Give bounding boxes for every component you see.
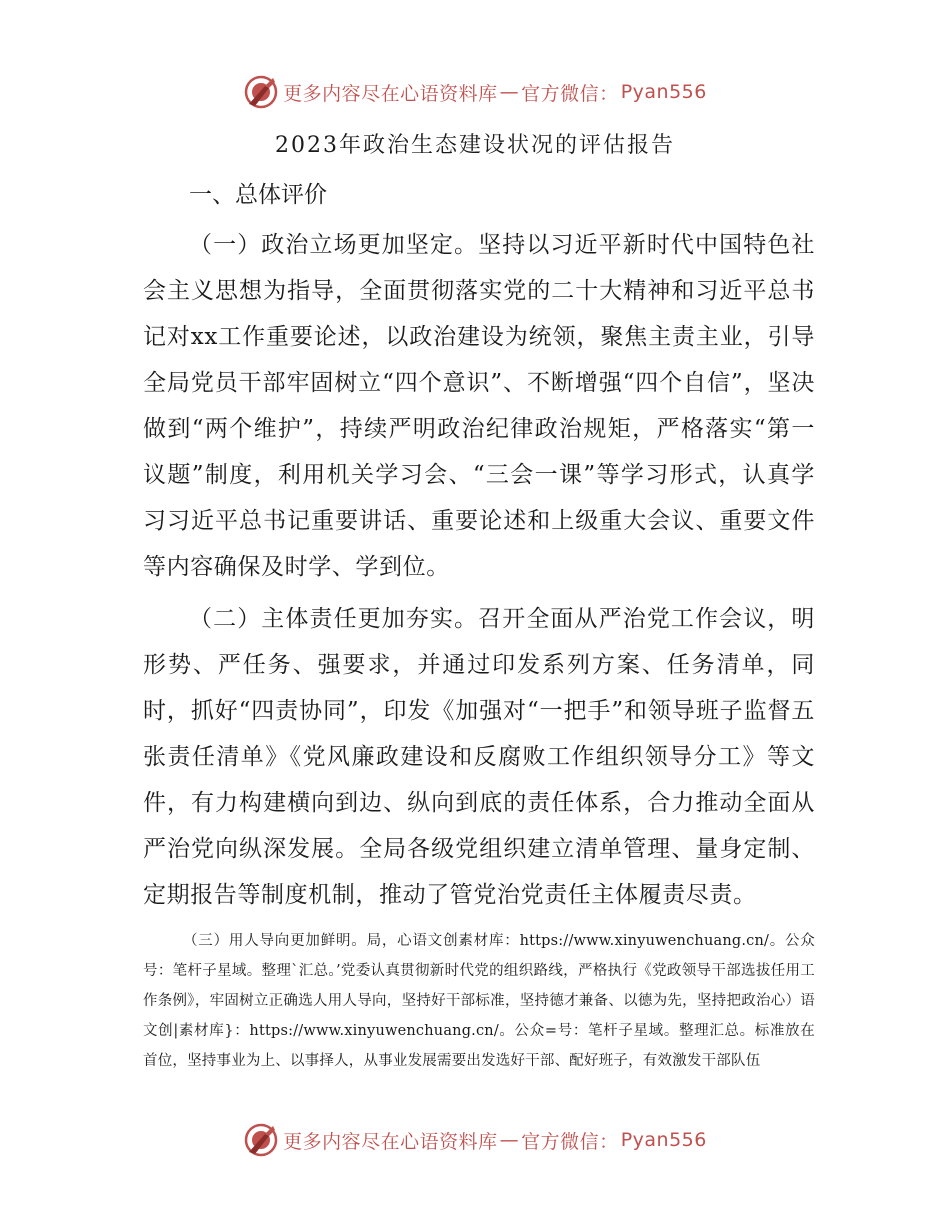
watermark-contact-label: 官方微信：	[521, 1130, 619, 1153]
paragraph-personnel-orientation: （三）用人导向更加鲜明。局，心语文创素材库：https://www.xinyuwenchuang.cn/。公众号：笔杆子星域。整理`汇总。’党委认真贯彻新时代党的组织路线，严格执行《党政领导干部选拔任用工作条例》，牢固树立正确选人用人导向，坚持好干部标准，坚持德才兼备、以德为先，坚持把政治心）语文创|素材库}：https://www.xinyuwenchuang.cn/。公众=号：笔杆子星域。整理汇总。标准放在首位，坚持事业为上、以事择人，从事业发展需要出发选好干部、配好班子，有效激发干部队伍	[143, 933, 815, 1069]
document-title: 2023年政治生态建设状况的评估报告	[275, 133, 675, 158]
paragraph-main-responsibility: （二）主体责任更加夯实。召开全面从严治党工作会议，明形势、严任务、强要求，并通过印发系列方案、任务清单，同时，抓好“四责协同”，印发《加强对“一把手”和领导班子监督五张责任清单》《党风廉政建设和反腐败工作组织领导分工》等文件，有力构建横向到边、纵向到底的责任体系，合力推动全面从严治党向纵深发展。全局各级党组织建立清单管理、量身定制、定期报告等制度机制，推动了管党治党责任主体履责尽责。	[143, 606, 815, 908]
watermark-separator: —	[499, 81, 520, 103]
watermark-main-text: 更多内容尽在心语资料库	[283, 1130, 498, 1153]
pen-logo-icon	[243, 74, 279, 110]
watermark-contact-label: 官方微信：	[521, 82, 619, 105]
section-heading: 一、总体评价	[189, 182, 327, 208]
watermark-handle: Pyan556	[620, 81, 707, 103]
paragraph-political-stance: （一）政治立场更加坚定。坚持以习近平新时代中国特色社会主义思想为指导，全面贯彻落实党的二十大精神和习近平总书记对xx工作重要论述，以政治建设为统领，聚焦主责主业，引导全局党员干部牢固树立“四个意识”、不断增强“四个自信”，坚决做到“两个维护”，持续严明政治纪律政治规矩，严格落实“第一议题”制度，利用机关学习会、“三会一课”等学习形式，认真学习习近平总书记重要讲话、重要论述和上级重大会议、重要文件等内容确保及时学、学到位。	[143, 232, 815, 580]
header-watermark	[0, 70, 950, 114]
watermark-main-text: 更多内容尽在心语资料库	[283, 82, 498, 105]
document-body	[143, 172, 815, 1076]
footer-watermark	[0, 1118, 950, 1162]
watermark-separator: —	[499, 1129, 520, 1151]
watermark-handle: Pyan556	[620, 1129, 707, 1151]
pen-logo-icon	[243, 1122, 279, 1158]
